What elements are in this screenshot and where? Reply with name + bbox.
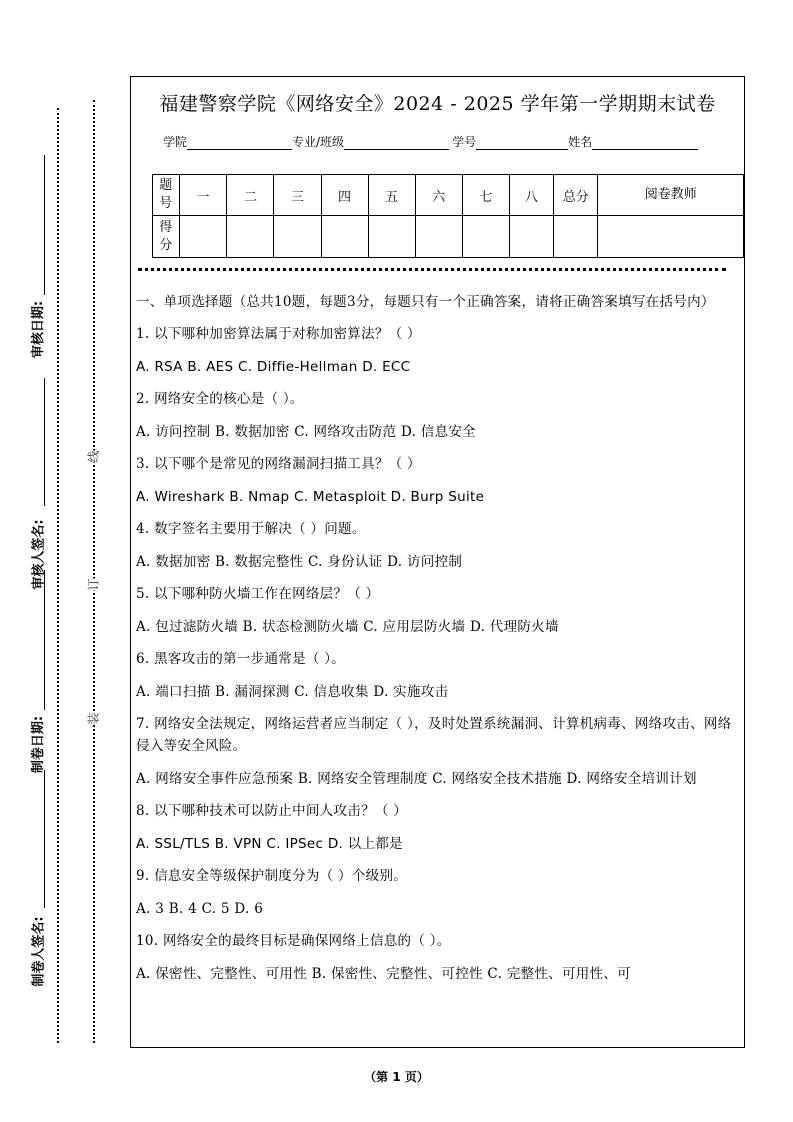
question-section [136, 291, 738, 995]
score-col-1: 一 [179, 175, 227, 216]
score-cell[interactable] [321, 216, 368, 258]
major-class-label: 专业/班级 [292, 135, 345, 149]
score-col-2: 二 [227, 175, 274, 216]
score-table-row1-label: 题号 [153, 175, 180, 216]
score-cell[interactable] [179, 216, 227, 258]
score-cell[interactable] [598, 216, 744, 258]
major-class-field[interactable] [344, 137, 449, 150]
maker-sign-line [44, 770, 45, 908]
score-col-6: 六 [415, 175, 462, 216]
options-3: A. Wireshark B. Nmap C. Metasploit D. Burp Suite [136, 488, 485, 505]
college-label: 学院 [163, 135, 188, 149]
options-1: A. RSA B. AES C. Diffie-Hellman D. ECC [136, 358, 411, 375]
score-table-score-row [153, 216, 744, 258]
name-label: 姓名 [568, 135, 593, 149]
exam-paper [130, 76, 745, 1048]
options-5: A. 包过滤防火墙 B. 状态检测防火墙 C. 应用层防火墙 D. 代理防火墙 [136, 618, 559, 635]
section-separator [138, 268, 726, 271]
score-cell[interactable] [554, 216, 598, 258]
question-10: 10. 网络安全的最终目标是确保网络上信息的（ ）。 [136, 933, 451, 949]
reviewer-sign-line [44, 378, 45, 506]
score-cell[interactable] [368, 216, 415, 258]
question-7: 7. 网络安全法规定，网络运营者应当制定（ ），及时处置系统漏洞、计算机病毒、网络攻击、网络侵入等安全风险。 [136, 716, 732, 754]
exam-title: 福建警察学院《网络安全》2024 - 2025 学年第一学期期末试卷 [159, 93, 716, 115]
score-col-5: 五 [368, 175, 415, 216]
question-2: 2. 网络安全的核心是（ ）。 [136, 391, 304, 407]
college-field[interactable] [187, 137, 292, 150]
score-table-row2-label: 得分 [153, 216, 180, 258]
score-col-7: 七 [462, 175, 509, 216]
question-1: 1. 以下哪种加密算法属于对称加密算法？（ ） [136, 326, 421, 342]
student-id-field[interactable] [476, 137, 568, 150]
score-col-3: 三 [274, 175, 321, 216]
options-6: A. 端口扫描 B. 漏洞探测 C. 信息收集 D. 实施攻击 [136, 683, 449, 700]
question-9: 9. 信息安全等级保护制度分为（ ）个级别。 [136, 868, 408, 884]
options-10: A. 保密性、完整性、可用性 B. 保密性、完整性、可控性 C. 完整性、可用性、可 [136, 965, 631, 982]
score-cell[interactable] [415, 216, 462, 258]
binding-char-line: 线 [86, 450, 101, 463]
binding-dotted-line [93, 100, 95, 1043]
question-6: 6. 黑客攻击的第一步通常是（ ）。 [136, 651, 346, 667]
left-dotted-line [57, 108, 59, 1043]
student-info-row [163, 133, 698, 150]
score-cell[interactable] [509, 216, 553, 258]
score-cell[interactable] [462, 216, 509, 258]
options-2: A. 访问控制 B. 数据加密 C. 网络攻击防范 D. 信息安全 [136, 423, 476, 440]
make-date-line [44, 570, 45, 710]
score-cell[interactable] [227, 216, 274, 258]
question-5: 5. 以下哪种防火墙工作在网络层？（ ） [136, 586, 380, 602]
options-4: A. 数据加密 B. 数据完整性 C. 身份认证 D. 访问控制 [136, 553, 463, 570]
section-heading: 一、单项选择题（总共10题，每题3分，每题只有一个正确答案，请将正确答案填写在括号内） [136, 294, 715, 310]
reviewer-sign-label: 审核人签名: [31, 519, 47, 590]
score-table-header-row [153, 175, 744, 216]
make-date-label: 制卷日期: [31, 715, 47, 774]
options-7: A. 网络安全事件应急预案 B. 网络安全管理制度 C. 网络安全技术措施 D. 网络安全培训计划 [136, 770, 697, 787]
name-field[interactable] [592, 137, 698, 150]
binding-char-bind: 订 [86, 578, 101, 591]
review-date-line [44, 155, 45, 295]
score-col-4: 四 [321, 175, 368, 216]
score-table [152, 174, 744, 258]
options-9: A. 3 B. 4 C. 5 D. 6 [136, 900, 264, 917]
score-cell[interactable] [274, 216, 321, 258]
maker-sign-label: 制卷人签名: [31, 916, 47, 987]
question-3: 3. 以下哪个是常见的网络漏洞扫描工具？（ ） [136, 456, 421, 472]
page-number: （第 1 页） [364, 1070, 429, 1084]
student-id-label: 学号 [452, 135, 477, 149]
question-8: 8. 以下哪种技术可以防止中间人攻击？（ ） [136, 803, 408, 819]
score-col-grader: 阅卷教师 [598, 175, 744, 216]
review-date-label: 审核日期: [31, 300, 47, 359]
options-8: A. SSL/TLS B. VPN C. IPSec D. 以上都是 [136, 835, 403, 852]
binding-char-seal: 装 [86, 712, 101, 725]
score-col-8: 八 [509, 175, 553, 216]
score-col-total: 总分 [554, 175, 598, 216]
question-4: 4. 数字签名主要用于解决（ ）问题。 [136, 521, 366, 537]
